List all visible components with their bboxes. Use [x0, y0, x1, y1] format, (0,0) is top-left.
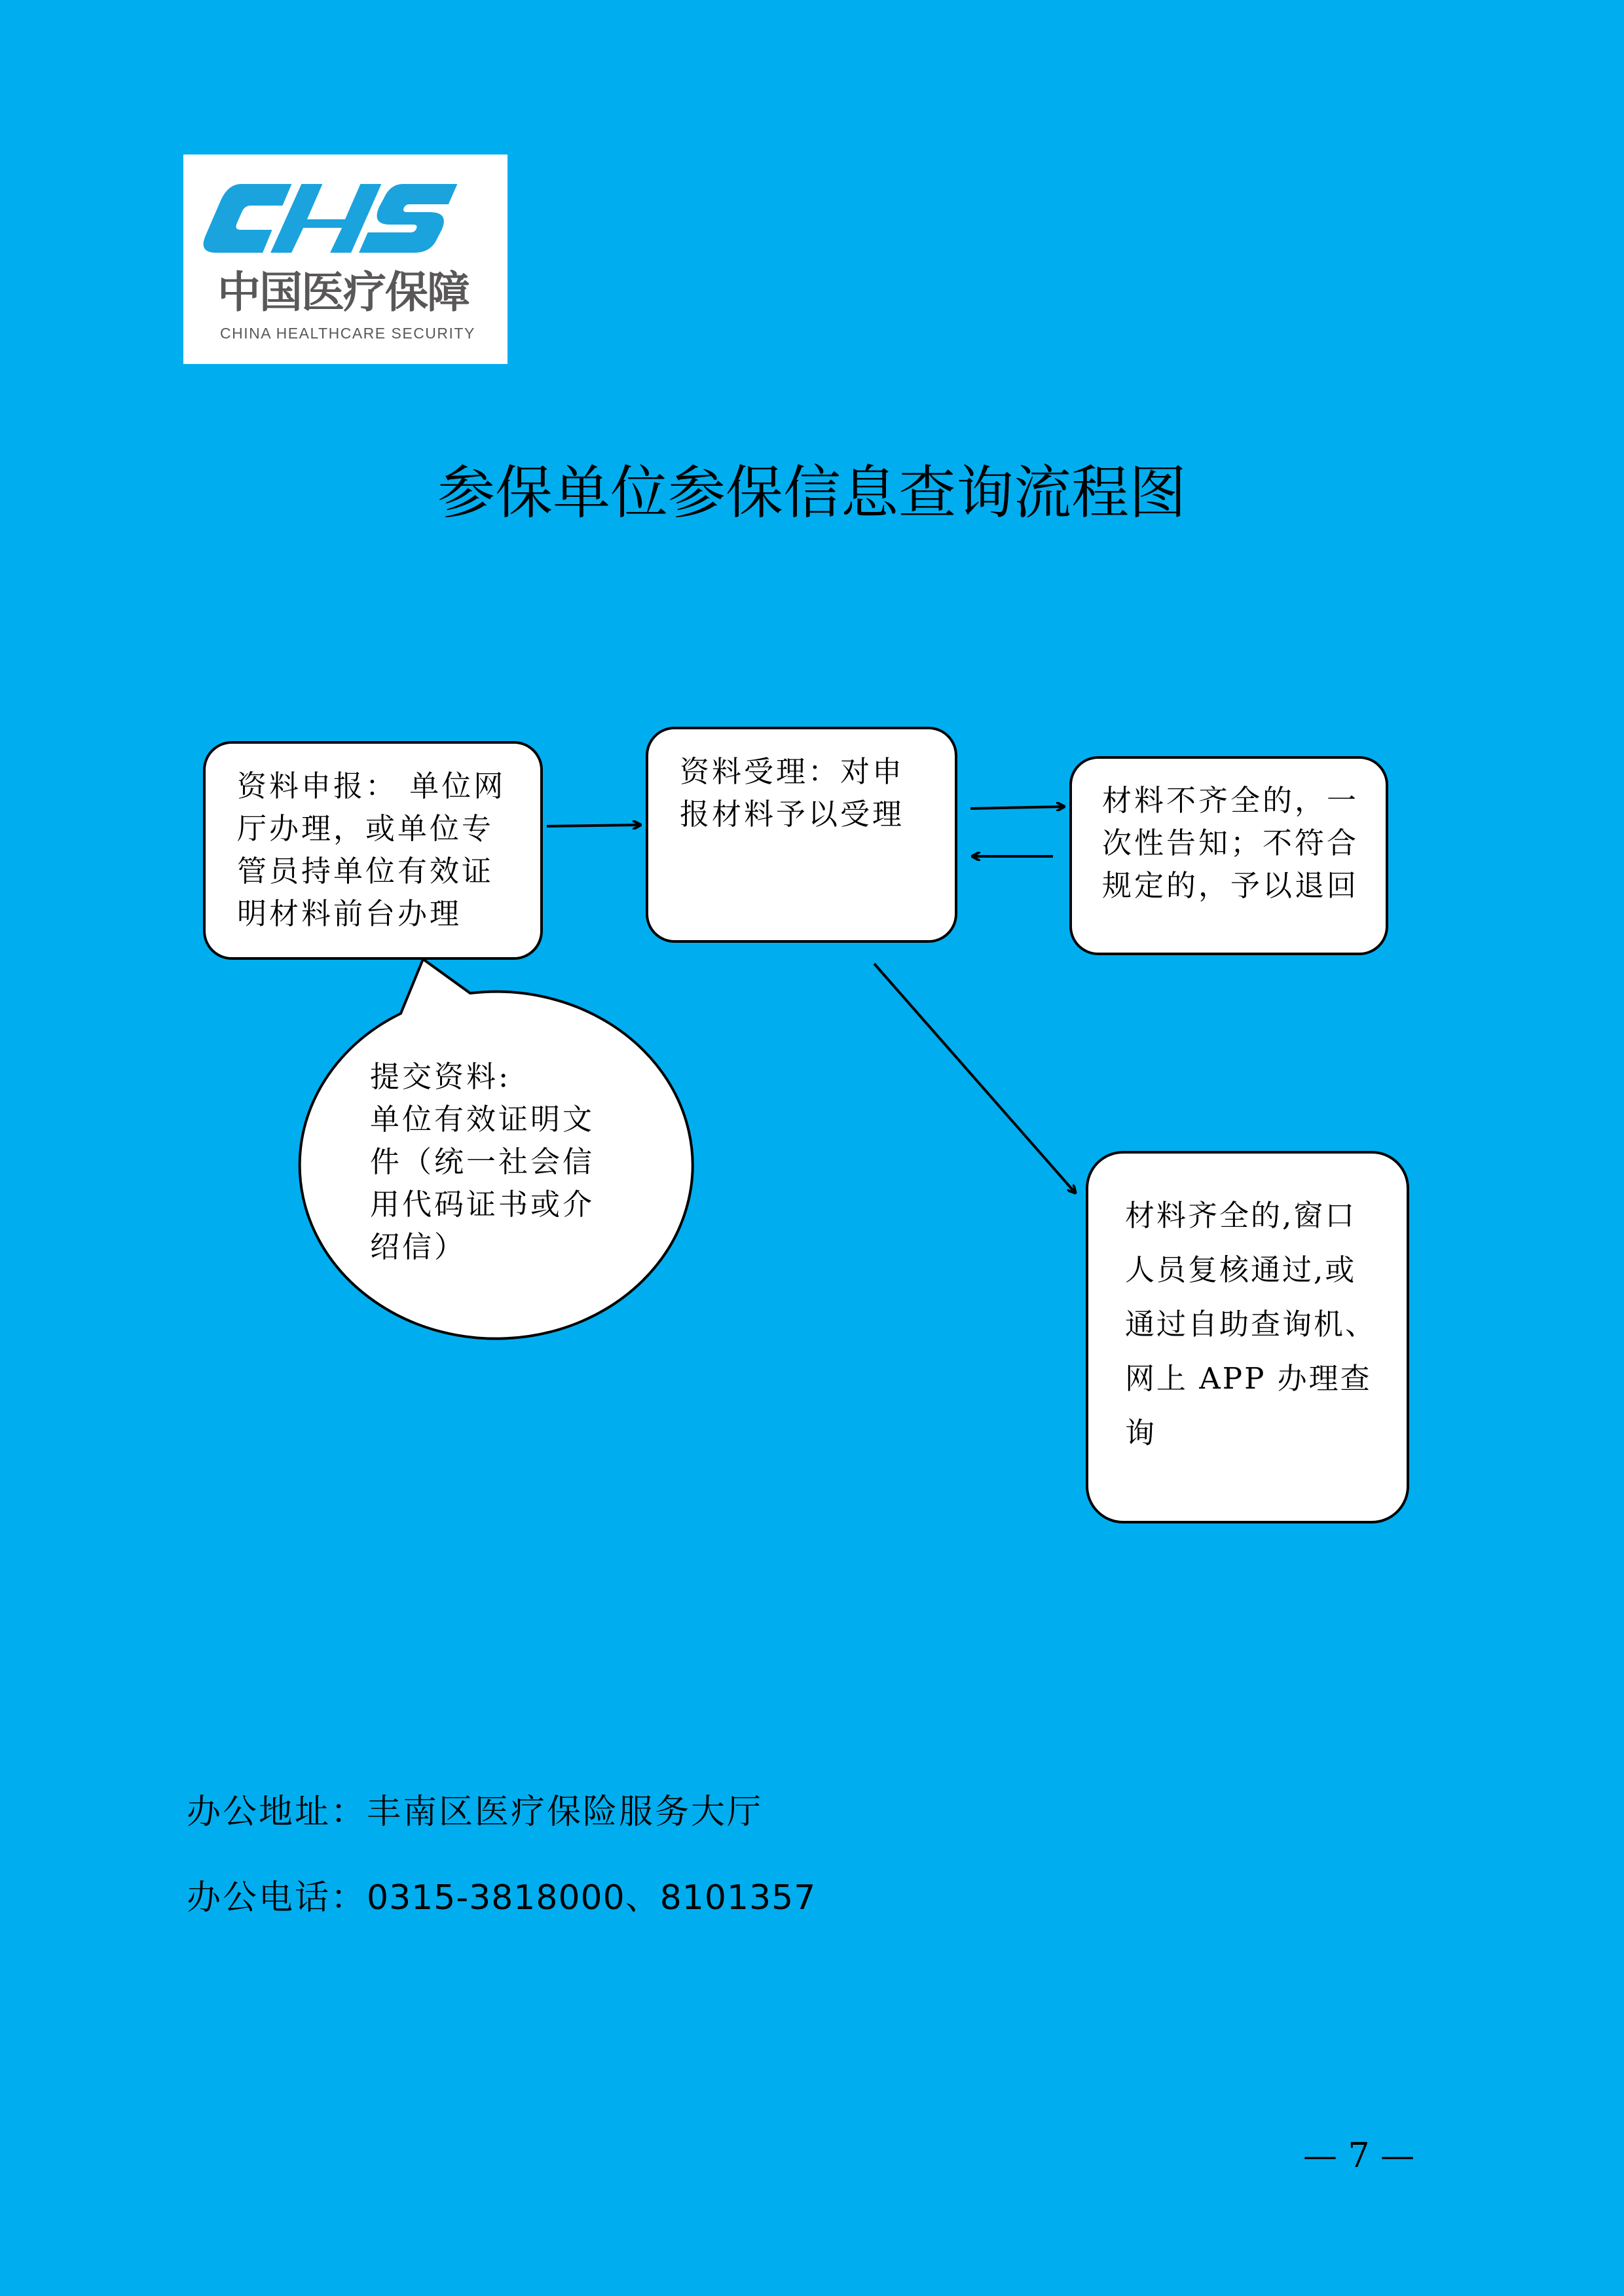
arrow-accept-to-incomplete [970, 807, 1064, 809]
logo-name-en: CHINA HEALTHCARE SECURITY [220, 325, 475, 342]
logo-name-cn: 中国医疗保障 [217, 267, 469, 318]
complete-line-4: 网上 APP 办理查 [1125, 1361, 1372, 1396]
materials-line-3: 件（统一社会信 [370, 1144, 595, 1179]
incomplete-text [1102, 779, 1359, 907]
complete-line-2: 人员复核通过,或 [1125, 1252, 1357, 1287]
materials-line-4: 用代码证书或介 [370, 1187, 595, 1222]
complete-line-5: 询 [1125, 1415, 1157, 1450]
arrow-accept-to-complete [874, 964, 1075, 1193]
office-address [187, 1792, 763, 1832]
incomplete-line-2: 次性告知；不符合 [1102, 826, 1359, 860]
complete-line-3: 通过自助查询机、 [1125, 1307, 1377, 1341]
accept-text [680, 750, 904, 835]
submit-line-4: 明材料前台办理 [237, 896, 462, 931]
page-title: 参保单位参保信息查询流程图 [437, 459, 1187, 526]
submit-line-2: 厅办理，或单位专 [237, 811, 494, 846]
incomplete-line-3: 规定的，予以退回 [1102, 868, 1359, 903]
accept-line-1: 资料受理：对申 [680, 754, 905, 789]
address-label: 办公地址： [187, 1793, 367, 1832]
incomplete-line-1: 材料不齐全的，一 [1102, 783, 1359, 818]
phone-label: 办公电话： [187, 1878, 367, 1918]
submit-line-3: 管员持单位有效证 [237, 854, 494, 888]
office-phone [187, 1878, 816, 1918]
materials-line-5: 绍信） [370, 1230, 467, 1264]
accept-line-2: 报材料予以受理 [680, 797, 905, 831]
submit-text [237, 765, 506, 935]
materials-line-2: 单位有效证明文 [370, 1102, 595, 1137]
page-number: — 7 — [1303, 2136, 1415, 2176]
complete-line-1: 材料齐全的,窗口 [1125, 1198, 1357, 1233]
complete-text [1125, 1188, 1376, 1460]
arrow-submit-to-accept [547, 825, 640, 826]
address-value: 丰南区医疗保险服务大厅 [367, 1793, 764, 1832]
materials-bubble-text [370, 1055, 595, 1268]
submit-line-1: 资料申报： 单位网 [237, 769, 506, 803]
materials-line-1: 提交资料: [370, 1059, 511, 1094]
phone-value: 0315-3818000、8101357 [367, 1878, 817, 1918]
